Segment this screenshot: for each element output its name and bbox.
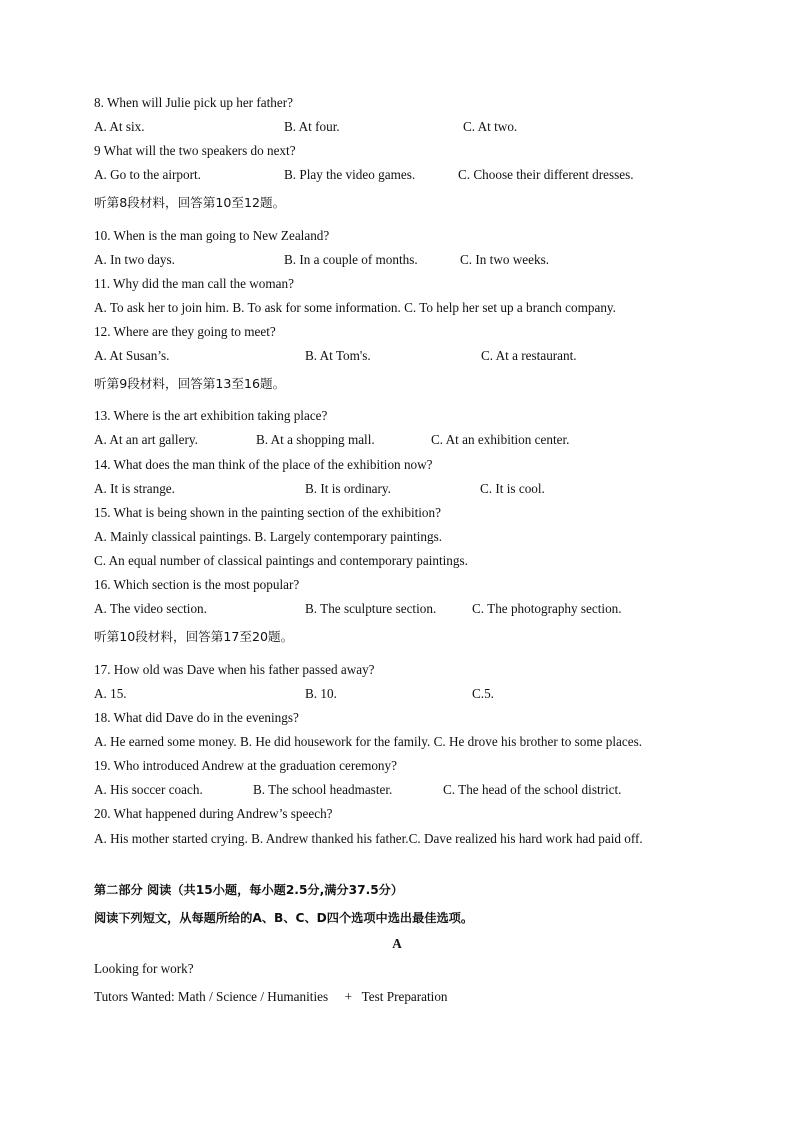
q16-option-a: A. The video section.: [94, 601, 207, 616]
section-9-heading: 听第9段材料，回答第13至16题。: [94, 376, 286, 391]
q10-option-c: C. In two weeks.: [460, 252, 550, 267]
question-15: 15. What is being shown in the painting section of the exhibition?: [94, 505, 441, 520]
q10-option-b: B. In a couple of months.: [284, 252, 418, 267]
question-19: 19. Who introduced Andrew at the graduation ceremony?: [94, 758, 397, 773]
q11-options: A. To ask her to join him. B. To ask for some information. C. To help her set up a branch company.: [94, 300, 616, 315]
q14-option-c: C. It is cool.: [480, 481, 545, 496]
question-8: 8. When will Julie pick up her father?: [94, 95, 293, 110]
q19-option-c: C. The head of the school district.: [443, 782, 622, 797]
section-8-heading: 听第8段材料，回答第10至12题。: [94, 195, 286, 210]
question-11: 11. Why did the man call the woman?: [94, 276, 294, 291]
q19-option-a: A. His soccer coach.: [94, 782, 203, 797]
q9-option-a: A. Go to the airport.: [94, 167, 201, 182]
q12-option-c: C. At a restaurant.: [481, 348, 577, 363]
q17-option-b: B. 10.: [305, 686, 337, 701]
q16-option-c: C. The photography section.: [472, 601, 622, 616]
q14-option-b: B. It is ordinary.: [305, 481, 391, 496]
part-two-title: 第二部分 阅读（共15小题，每小题2.5分,满分37.5分）: [94, 883, 404, 897]
q13-option-c: C. At an exhibition center.: [431, 432, 570, 447]
q15-option-c: C. An equal number of classical paintings and contemporary paintings.: [94, 553, 468, 568]
question-16: 16. Which section is the most popular?: [94, 577, 300, 592]
q17-option-c: C.5.: [472, 686, 494, 701]
q15-options-ab: A. Mainly classical paintings. B. Largely contemporary paintings.: [94, 529, 443, 544]
question-20: 20. What happened during Andrew’s speech?: [94, 806, 333, 821]
q10-option-a: A. In two days.: [94, 252, 175, 267]
question-14: 14. What does the man think of the place of the exhibition now?: [94, 457, 433, 472]
passage-line-2: Tutors Wanted: Math / Science / Humanities + Test Preparation: [94, 989, 448, 1004]
q9-option-c: C. Choose their different dresses.: [458, 167, 634, 182]
q12-option-b: B. At Tom's.: [305, 348, 371, 363]
question-10: 10. When is the man going to New Zealand?: [94, 228, 330, 243]
q8-option-b: B. At four.: [284, 119, 340, 134]
q12-option-a: A. At Susan’s.: [94, 348, 170, 363]
section-10-heading: 听第10段材料，回答第17至20题。: [94, 629, 294, 644]
q13-option-a: A. At an art gallery.: [94, 432, 198, 447]
q13-option-b: B. At a shopping mall.: [256, 432, 375, 447]
q18-options: A. He earned some money. B. He did housework for the family. C. He drove his brother to some places.: [94, 734, 642, 749]
q19-option-b: B. The school headmaster.: [253, 782, 393, 797]
question-18: 18. What did Dave do in the evenings?: [94, 710, 299, 725]
q9-option-b: B. Play the video games.: [284, 167, 416, 182]
q8-option-c: C. At two.: [463, 119, 518, 134]
passage-line-1: Looking for work?: [94, 961, 194, 976]
question-13: 13. Where is the art exhibition taking place?: [94, 408, 328, 423]
question-12: 12. Where are they going to meet?: [94, 324, 276, 339]
reading-instruction: 阅读下列短文，从每题所给的A、B、C、D四个选项中选出最佳选项。: [94, 911, 474, 925]
question-9: 9 What will the two speakers do next?: [94, 143, 296, 158]
q8-option-a: A. At six.: [94, 119, 145, 134]
q16-option-b: B. The sculpture section.: [305, 601, 437, 616]
passage-label: A: [392, 936, 402, 951]
q20-options: A. His mother started crying. B. Andrew thanked his father.C. Dave realized his hard work had paid off.: [94, 831, 643, 846]
q14-option-a: A. It is strange.: [94, 481, 175, 496]
q17-option-a: A. 15.: [94, 686, 127, 701]
question-17: 17. How old was Dave when his father passed away?: [94, 662, 375, 677]
